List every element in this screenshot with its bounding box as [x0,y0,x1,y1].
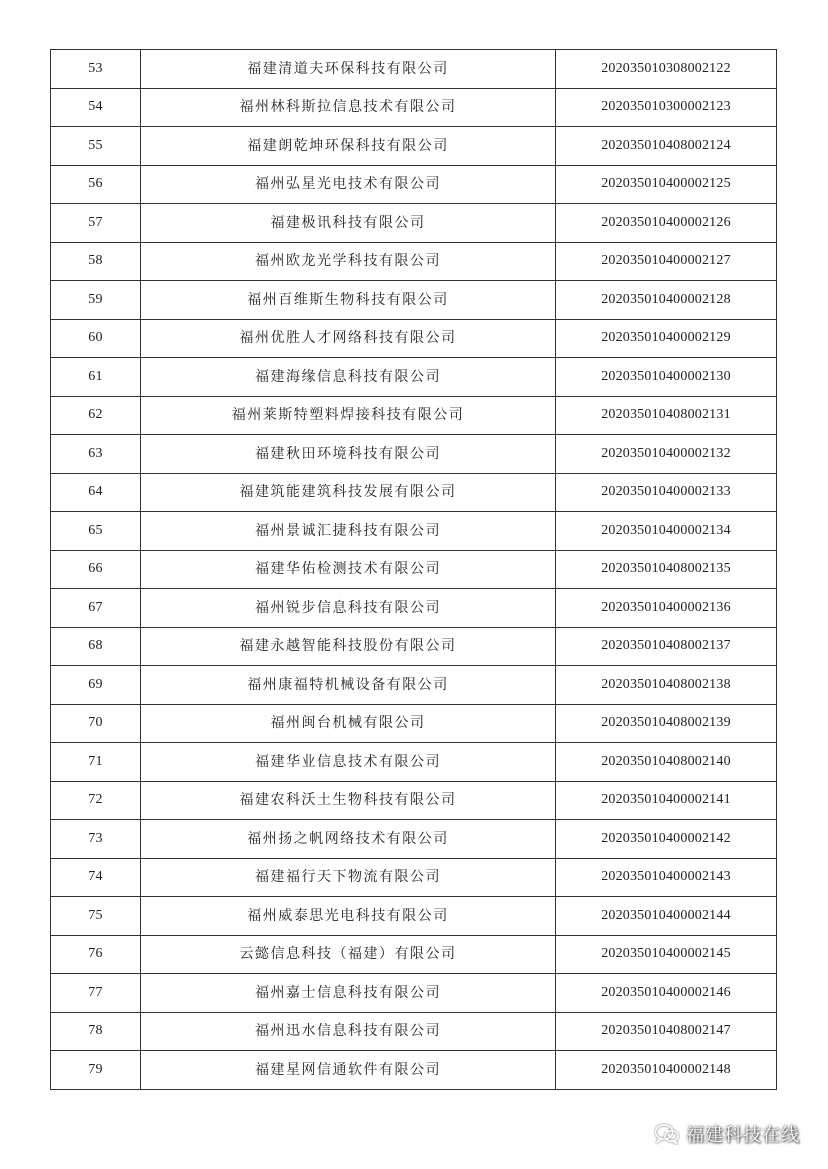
row-number: 72 [51,781,141,820]
row-number: 73 [51,820,141,859]
table-row [51,358,777,397]
table-row [51,589,777,628]
row-number: 59 [51,281,141,320]
company-name: 福州迅水信息科技有限公司 [141,1012,556,1051]
registration-code: 202035010400002125 [556,165,777,204]
table-row [51,396,777,435]
table-row [51,204,777,243]
table-row [51,127,777,166]
row-number: 67 [51,589,141,628]
registration-code: 202035010308002122 [556,50,777,89]
table-row [51,281,777,320]
registration-code: 202035010408002140 [556,743,777,782]
company-name: 福州锐步信息科技有限公司 [141,589,556,628]
company-name: 福建永越智能科技股份有限公司 [141,627,556,666]
table-row [51,88,777,127]
registration-code: 202035010400002142 [556,820,777,859]
company-name: 福建海缘信息科技有限公司 [141,358,556,397]
company-name: 福建农科沃土生物科技有限公司 [141,781,556,820]
table-row [51,435,777,474]
table-row [51,935,777,974]
company-name: 福建秋田环境科技有限公司 [141,435,556,474]
row-number: 57 [51,204,141,243]
table-row [51,473,777,512]
company-name: 福州嘉士信息科技有限公司 [141,974,556,1013]
row-number: 76 [51,935,141,974]
registration-code: 202035010400002128 [556,281,777,320]
row-number: 79 [51,1051,141,1090]
registration-code: 202035010400002133 [556,473,777,512]
registration-code: 202035010408002124 [556,127,777,166]
row-number: 64 [51,473,141,512]
row-number: 56 [51,165,141,204]
row-number: 77 [51,974,141,1013]
registration-code: 202035010408002138 [556,666,777,705]
company-name: 福建华业信息技术有限公司 [141,743,556,782]
registration-code: 202035010408002137 [556,627,777,666]
registration-code: 202035010300002123 [556,88,777,127]
company-name: 福建福行天下物流有限公司 [141,858,556,897]
table-row [51,781,777,820]
table-row [51,743,777,782]
company-name: 福州百维斯生物科技有限公司 [141,281,556,320]
registration-code: 202035010400002129 [556,319,777,358]
table-row [51,666,777,705]
company-name: 福建星网信通软件有限公司 [141,1051,556,1090]
row-number: 71 [51,743,141,782]
row-number: 75 [51,897,141,936]
row-number: 70 [51,704,141,743]
registration-code: 202035010400002136 [556,589,777,628]
company-name: 福州景诚汇捷科技有限公司 [141,512,556,551]
table-row [51,50,777,89]
registration-code: 202035010400002148 [556,1051,777,1090]
row-number: 69 [51,666,141,705]
row-number: 65 [51,512,141,551]
table-row [51,512,777,551]
table-row [51,974,777,1013]
company-name: 云懿信息科技（福建）有限公司 [141,935,556,974]
row-number: 68 [51,627,141,666]
wechat-icon [654,1123,680,1145]
table-body [51,50,777,1090]
company-name: 福建清道夫环保科技有限公司 [141,50,556,89]
company-name: 福州扬之帆网络技术有限公司 [141,820,556,859]
registration-code: 202035010408002139 [556,704,777,743]
company-name: 福州弘星光电技术有限公司 [141,165,556,204]
company-name: 福州闽台机械有限公司 [141,704,556,743]
company-name: 福州威泰思光电科技有限公司 [141,897,556,936]
table-row [51,627,777,666]
registration-code: 202035010408002147 [556,1012,777,1051]
registration-code: 202035010400002127 [556,242,777,281]
registration-code: 202035010400002134 [556,512,777,551]
table-row [51,550,777,589]
account-watermark [654,1121,800,1147]
registration-code: 202035010400002132 [556,435,777,474]
company-name: 福州欧龙光学科技有限公司 [141,242,556,281]
watermark-text: 福建科技在线 [686,1125,800,1146]
row-number: 61 [51,358,141,397]
table-row [51,1051,777,1090]
table-row [51,858,777,897]
registration-code: 202035010408002135 [556,550,777,589]
company-name: 福州优胜人才网络科技有限公司 [141,319,556,358]
registration-code: 202035010400002143 [556,858,777,897]
registration-code: 202035010400002144 [556,897,777,936]
company-name: 福建华佑检测技术有限公司 [141,550,556,589]
company-name: 福州莱斯特塑料焊接科技有限公司 [141,396,556,435]
table-row [51,165,777,204]
row-number: 55 [51,127,141,166]
row-number: 74 [51,858,141,897]
row-number: 66 [51,550,141,589]
registration-code: 202035010400002126 [556,204,777,243]
row-number: 53 [51,50,141,89]
table-row [51,704,777,743]
table-row [51,897,777,936]
registration-code: 202035010400002141 [556,781,777,820]
registration-code: 202035010408002131 [556,396,777,435]
table-row [51,319,777,358]
row-number: 62 [51,396,141,435]
company-name: 福州康福特机械设备有限公司 [141,666,556,705]
company-name: 福州林科斯拉信息技术有限公司 [141,88,556,127]
row-number: 60 [51,319,141,358]
table-row [51,1012,777,1051]
table-row [51,242,777,281]
company-name: 福建极讯科技有限公司 [141,204,556,243]
registration-code: 202035010400002130 [556,358,777,397]
row-number: 58 [51,242,141,281]
company-name: 福建筑能建筑科技发展有限公司 [141,473,556,512]
row-number: 78 [51,1012,141,1051]
registration-code: 202035010400002145 [556,935,777,974]
row-number: 63 [51,435,141,474]
company-name: 福建朗乾坤环保科技有限公司 [141,127,556,166]
company-list-table [50,49,777,1090]
table-row [51,820,777,859]
registration-code: 202035010400002146 [556,974,777,1013]
row-number: 54 [51,88,141,127]
